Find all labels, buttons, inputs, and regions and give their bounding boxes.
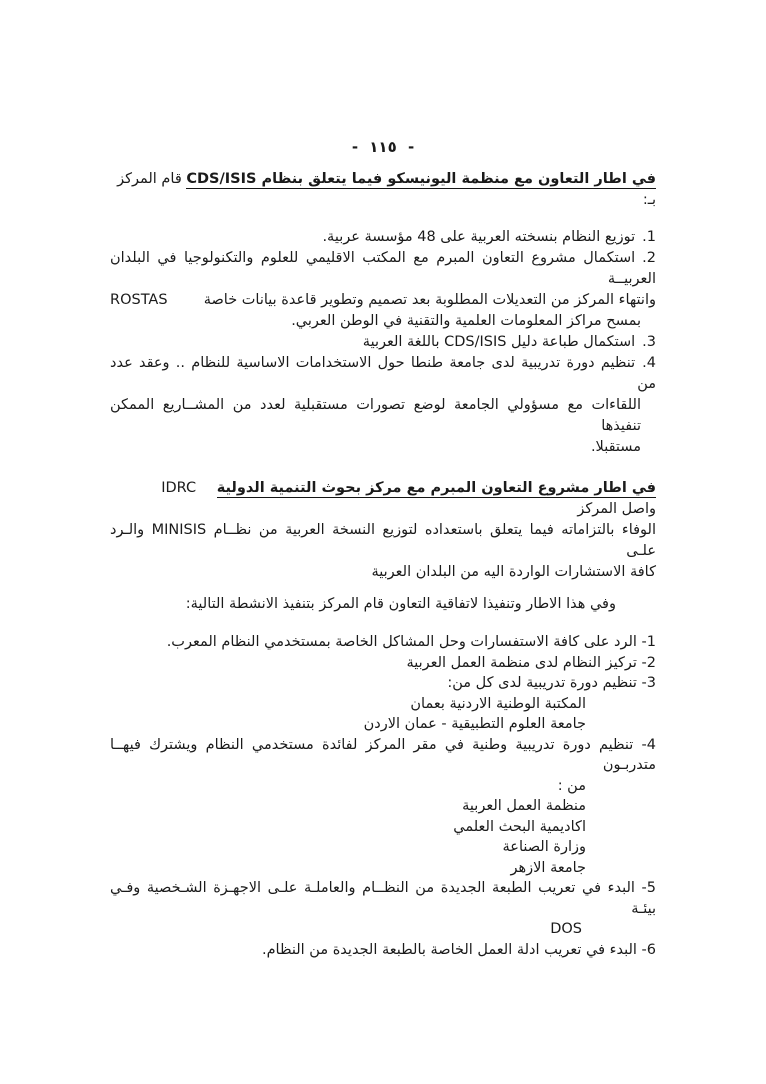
list2-item-4-sub-3-text: وزارة الصناعة xyxy=(502,839,586,855)
list2-item-4-text-line2: من : xyxy=(557,777,586,794)
list2-item-3-sub-2-text: جامعة العلوم التطبيقية - عمان الاردن xyxy=(363,716,586,732)
idrc-acronym: IDRC xyxy=(161,480,197,496)
list1-item-2-line2 xyxy=(110,290,656,311)
list2-item-4-line1 xyxy=(110,735,656,776)
list2-item-4-sub-1 xyxy=(110,796,656,817)
section1-heading-tail: قام المركز بـ: xyxy=(117,171,656,208)
section2-heading-underlined: في اطار مشروع التعاون المبرم مع مركز بحوث التنمية الدولية xyxy=(216,480,656,496)
list2-item-3-text: 3- تنظيم دورة تدريبية لدى كل من: xyxy=(447,675,656,691)
item1-text: توزيع النظام بنسخته العربية على 48 مؤسسة عربية. xyxy=(322,229,636,245)
list2-item-4-sub-3 xyxy=(110,837,656,858)
section2-intro-text: وفي هذا الاطار وتنفيذا لاتفاقية التعاون قام المركز بتنفيذ الانشطة التالية: xyxy=(185,596,616,612)
list1-item-3 xyxy=(110,332,656,353)
list2-item-4-sub-1-text: منظمة العمل العربية xyxy=(462,798,586,814)
list2-item-3 xyxy=(110,673,656,694)
item3-text: استكمال طباعة دليل CDS/ISIS باللغة العربية xyxy=(362,334,636,350)
rostas-acronym: ROSTAS xyxy=(110,292,168,308)
list2-item-4-line2 xyxy=(110,776,656,797)
section1-list xyxy=(110,227,656,458)
item1-marker: 1. xyxy=(642,229,656,245)
list2-item-6-text: 6- البدء في تعريب ادلة العمل الخاصة بالطبعة الجديدة من النظام. xyxy=(261,941,656,958)
section2-heading-tail: واصل المركز xyxy=(577,501,656,517)
item4-marker: 4. xyxy=(642,355,656,371)
section2-paragraph-line3 xyxy=(110,562,656,583)
list2-item-1 xyxy=(110,632,656,653)
list2-item-3-sub-2 xyxy=(110,714,656,735)
item2-marker: 2. xyxy=(642,250,656,266)
list2-item-2-text: 2- تركيز النظام لدى منظمة العمل العربية xyxy=(406,654,656,671)
item4-text-line1: تنظيم دورة تدريبية لدى جامعة طنطا حول الاستخدامات الاساسية للنظام .. وعقد عدد من xyxy=(110,355,656,392)
list1-item-1 xyxy=(110,227,656,248)
section2-heading xyxy=(110,478,656,520)
section1-heading xyxy=(110,169,656,211)
list2-item-6 xyxy=(110,940,656,961)
item4-text-line2: اللقاءات مع مسؤولي الجامعة لوضع تصورات مستقبلية لعدد من المشــاريع الممكن تنفيذها xyxy=(110,397,641,434)
list1-item-2-line1 xyxy=(110,248,656,290)
item2-text-line1: استكمال مشروع التعاون المبرم مع المكتب الاقليمي للعلوم والتكنولوجيا في البلدان العربيــة xyxy=(110,250,656,287)
document-page xyxy=(110,0,656,960)
list1-item-4-line3 xyxy=(110,437,656,458)
dos-label: DOS xyxy=(550,921,582,937)
section1-heading-underlined: في اطار التعاون مع منظمة اليونيسكو فيما يتعلق بنظام CDS/ISIS xyxy=(186,171,656,187)
list2-item-5-line1 xyxy=(110,878,656,919)
list2-item-4-text-line1: 4- تنظيم دورة تدريبية وطنية في مقر المركز لفائدة مستخدمي النظام ويشترك فيهــا متدربـون xyxy=(110,736,656,773)
item2-text-line2: وانتهاء المركز من التعديلات المطلوبة بعد تصميم وتطوير قاعدة بيانات خاصة xyxy=(203,292,656,308)
list2-item-5-text-line1: 5- البدء في تعريب الطبعة الجديدة من النظــام والعاملـة علـى الاجهـزة الشـخصية وفـي بيئـة xyxy=(110,880,656,917)
list2-item-2 xyxy=(110,653,656,674)
page-number: - ١١٥ - xyxy=(351,138,415,156)
section2-text-line2: الوفاء بالتزاماته فيما يتعلق باستعداده لتوزيع النسخة العربية من نظــام MINISIS والـرد علـى xyxy=(110,522,656,559)
list2-item-3-sub-1 xyxy=(110,694,656,715)
item3-marker: 3. xyxy=(642,334,656,350)
list2-item-4-sub-4-text: جامعة الازهر xyxy=(510,859,586,876)
list2-item-5-line2 xyxy=(110,919,656,940)
list1-item-4-line1 xyxy=(110,353,656,395)
list2-item-4-sub-2 xyxy=(110,817,656,838)
list2-item-4-sub-2-text: اكاديمية البحث العلمي xyxy=(453,818,586,835)
section2-paragraph-line2 xyxy=(110,520,656,562)
list2-item-4-sub-4 xyxy=(110,858,656,879)
item4-text-line3: مستقبلا. xyxy=(590,439,641,455)
section2-list xyxy=(110,632,656,960)
section2-text-line3: كافة الاستشارات الواردة اليه من البلدان العربية xyxy=(371,564,656,580)
list2-item-3-sub-1-text: المكتبة الوطنية الاردنية بعمان xyxy=(410,695,586,712)
list1-item-2-line3 xyxy=(110,311,656,332)
item2-text-line3: بمسح مراكز المعلومات العلمية والتقنية في الوطن العربي. xyxy=(291,313,641,329)
list1-item-4-line2 xyxy=(110,395,656,437)
section2-intro-line xyxy=(110,594,656,615)
list2-item-1-text: 1- الرد على كافة الاستفسارات وحل المشاكل الخاصة بمستخدمي النظام المعرب. xyxy=(166,634,656,650)
